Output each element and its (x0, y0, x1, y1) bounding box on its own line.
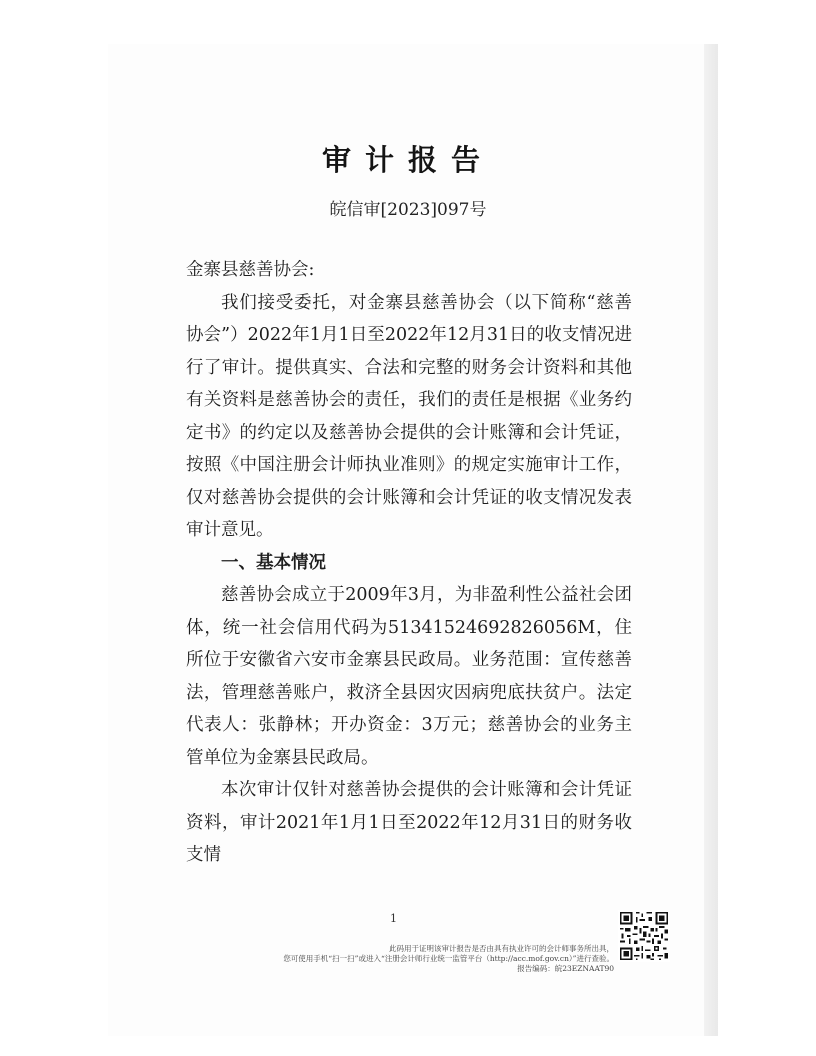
qr-code-icon (618, 910, 670, 962)
section-heading: 一、基本情况 (221, 552, 326, 573)
paper-edge (704, 44, 718, 1036)
intro-paragraph: 我们接受委托，对金寨县慈善协会（以下简称“慈善协会”）2022年1月1日至2022年12月31日的收支情况进行了审计。提供真实、合法和完整的财务会计资料和其他有关资料是慈善协会的责任，我们的责任是根据《业务约定书》的约定以及慈善协会提供的会计账簿和会计凭证，按照《中国注册会计师执业准则》的规定实施审计工作，仅对慈善协会提供的会计账簿和会计凭证的收支情况发表审计意见。 (186, 292, 632, 540)
report-body (186, 254, 632, 872)
page-number: 1 (390, 912, 397, 925)
report-title: 审计报告 (321, 143, 494, 177)
report-code: 报告编码：皖23EZNAAT90 (517, 964, 614, 973)
verification-note-line: 您可使用手机“扫一扫”或进入“注册会计师行业统一监管平台（http://acc.mof.gov.cn）”进行查验。 (283, 954, 614, 963)
audit-scope-paragraph: 本次审计仅针对慈善协会提供的会计账簿和会计凭证资料，审计2021年1月1日至2022年12月31日的财务收支情 (186, 780, 632, 865)
salutation: 金寨县慈善协会: (186, 260, 315, 280)
verification-note (262, 944, 614, 974)
report-number: 皖信审[2023]097号 (329, 200, 487, 220)
basic-info-paragraph: 慈善协会成立于2009年3月，为非盈利性公益社会团体，统一社会信用代码为51341524692826056M，住所位于安徽省六安市金寨县民政局。业务范围：宣传慈善法，管理慈善账户，救济全县因灾因病兜底扶贫户。法定代表人：张静林；开办资金：3万元；慈善协会的业务主管单位为金寨县民政局。 (186, 585, 632, 768)
verification-note-line: 此码用于证明该审计报告是否由具有执业许可的会计师事务所出具， (389, 944, 614, 953)
